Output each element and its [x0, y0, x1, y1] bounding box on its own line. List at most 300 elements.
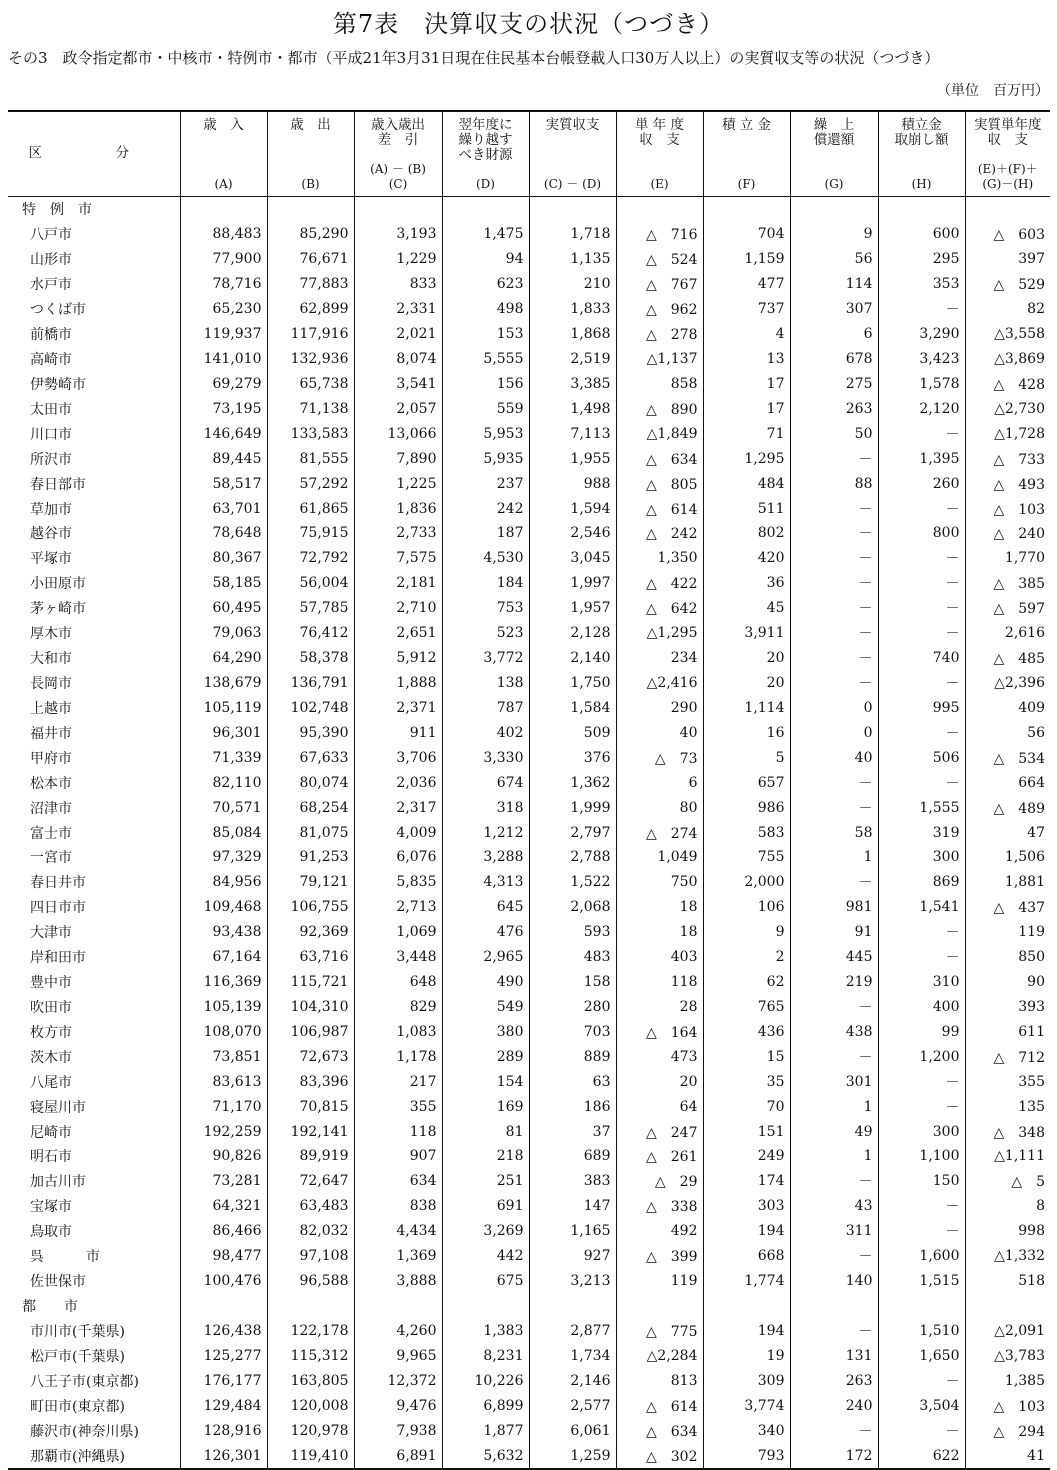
- cell-col-2: 106,987: [267, 1019, 354, 1044]
- cell-col-10: △ 534: [965, 745, 1050, 770]
- cell-col-8: [790, 197, 878, 222]
- cell-col-10: 2,616: [965, 621, 1050, 646]
- cell-col-2: 57,292: [267, 471, 354, 496]
- cell-col-7: 755: [703, 845, 790, 870]
- city-name: 富士市: [30, 825, 72, 842]
- cell-col-10: △3,558: [965, 322, 1050, 347]
- cell-col-7: 249: [703, 1144, 790, 1169]
- cell-col-5: 7,113: [529, 421, 616, 446]
- cell-col-9: 1,515: [878, 1269, 965, 1294]
- cell-col-6: 403: [616, 945, 703, 970]
- cell-col-6: 18: [616, 920, 703, 945]
- city-name: 明石市: [30, 1149, 72, 1166]
- city-name: 一宮市: [30, 850, 72, 867]
- cell-col-1: 84,956: [180, 870, 267, 895]
- table-row: [8, 1194, 1050, 1219]
- section-label: 特 例 市: [22, 202, 92, 219]
- cell-col-8: 307: [790, 297, 878, 322]
- cell-col-3: 3,541: [354, 371, 442, 396]
- table-row: [8, 1169, 1050, 1194]
- cell-col-8: －: [790, 1044, 878, 1069]
- cell-col-1: 58,517: [180, 471, 267, 496]
- cell-col-8: 0: [790, 720, 878, 745]
- cell-col-1: 192,259: [180, 1119, 267, 1144]
- cell-col-7: 15: [703, 1044, 790, 1069]
- cell-col-8: 311: [790, 1219, 878, 1244]
- cell-col-6: △ 261: [616, 1144, 703, 1169]
- cell-col-3: 648: [354, 970, 442, 995]
- cell-col-4: 402: [442, 720, 529, 745]
- cell-col-10: 518: [965, 1269, 1050, 1294]
- city-name: 町田市(東京都): [30, 1398, 125, 1415]
- cell-col-4: 691: [442, 1194, 529, 1219]
- cell-col-9: 150: [878, 1169, 965, 1194]
- cell-col-5: 1,955: [529, 446, 616, 471]
- cell-col-4: 187: [442, 521, 529, 546]
- cell-col-5: 383: [529, 1169, 616, 1194]
- cell-col-2: 82,032: [267, 1219, 354, 1244]
- cell-col-4: 476: [442, 920, 529, 945]
- cell-col-10: △ 103: [965, 1393, 1050, 1418]
- cell-col-9: 800: [878, 521, 965, 546]
- cell-col-5: 2,140: [529, 646, 616, 671]
- cell-col-5: 927: [529, 1244, 616, 1269]
- cell-col-7: 17: [703, 396, 790, 421]
- header-code: (F): [737, 177, 756, 191]
- cell-col-2: 115,721: [267, 970, 354, 995]
- cell-col-7: 309: [703, 1368, 790, 1393]
- header-label: 歳 出: [290, 117, 331, 133]
- cell-col-2: 79,121: [267, 870, 354, 895]
- cell-col-9: －: [878, 1094, 965, 1119]
- table-row: [8, 1044, 1050, 1069]
- cell-col-9: －: [878, 571, 965, 596]
- cell-col-7: 71: [703, 421, 790, 446]
- cell-col-8: －: [790, 546, 878, 571]
- header-code: (B): [301, 177, 320, 191]
- cell-col-5: 483: [529, 945, 616, 970]
- cell-col-1: 67,164: [180, 945, 267, 970]
- cell-col-6: 80: [616, 795, 703, 820]
- cell-col-4: 549: [442, 995, 529, 1020]
- cell-col-2: 136,791: [267, 671, 354, 696]
- cell-col-2: 117,916: [267, 322, 354, 347]
- header-code: (D): [476, 177, 495, 191]
- cell-col-7: 477: [703, 272, 790, 297]
- cell-col-6: △ 634: [616, 1418, 703, 1443]
- cell-col-8: －: [790, 496, 878, 521]
- cell-col-5: 1,718: [529, 222, 616, 247]
- city-name: 八戸市: [30, 227, 72, 244]
- cell-col-8: －: [790, 795, 878, 820]
- cell-col-2: 67,633: [267, 745, 354, 770]
- city-name: 越谷市: [30, 526, 72, 543]
- cell-col-5: 2,797: [529, 820, 616, 845]
- cell-col-10: △ 428: [965, 371, 1050, 396]
- cell-col-9: －: [878, 546, 965, 571]
- cell-col-5: 2,519: [529, 347, 616, 372]
- city-name: 八尾市: [30, 1074, 72, 1091]
- cell-col-2: 72,673: [267, 1044, 354, 1069]
- cell-col-4: 5,632: [442, 1443, 529, 1469]
- cell-col-4: 380: [442, 1019, 529, 1044]
- cell-col-9: [878, 197, 965, 222]
- cell-col-5: 3,385: [529, 371, 616, 396]
- cell-col-2: 57,785: [267, 596, 354, 621]
- cell-col-3: 634: [354, 1169, 442, 1194]
- table-row: [8, 1393, 1050, 1418]
- table-row: [8, 1244, 1050, 1269]
- cell-col-6: △ 399: [616, 1244, 703, 1269]
- cell-col-9: 3,290: [878, 322, 965, 347]
- cell-col-10: 1,506: [965, 845, 1050, 870]
- cell-col-4: 1,212: [442, 820, 529, 845]
- cell-col-2: 76,412: [267, 621, 354, 646]
- cell-col-6: △ 302: [616, 1443, 703, 1469]
- cell-col-1: 109,468: [180, 895, 267, 920]
- cell-col-3: 9,476: [354, 1393, 442, 1418]
- city-name: 山形市: [30, 252, 72, 269]
- cell-col-2: 81,555: [267, 446, 354, 471]
- cell-col-10: △1,111: [965, 1144, 1050, 1169]
- cell-col-6: △ 775: [616, 1318, 703, 1343]
- cell-col-1: 80,367: [180, 546, 267, 571]
- cell-col-8: 88: [790, 471, 878, 496]
- cell-col-5: 1,135: [529, 247, 616, 272]
- table-row: [8, 970, 1050, 995]
- header-col-6: [616, 111, 703, 197]
- cell-col-1: 86,466: [180, 1219, 267, 1244]
- cell-col-7: 793: [703, 1443, 790, 1469]
- cell-col-7: 20: [703, 671, 790, 696]
- cell-col-1: 96,301: [180, 720, 267, 745]
- cell-col-5: 2,788: [529, 845, 616, 870]
- cell-col-7: 62: [703, 970, 790, 995]
- cell-col-3: 2,181: [354, 571, 442, 596]
- cell-col-2: 62,899: [267, 297, 354, 322]
- cell-col-8: 6: [790, 322, 878, 347]
- cell-col-10: 397: [965, 247, 1050, 272]
- cell-col-4: 138: [442, 671, 529, 696]
- cell-col-3: 7,938: [354, 1418, 442, 1443]
- header-label: 実質収支: [545, 117, 600, 133]
- cell-col-7: 436: [703, 1019, 790, 1044]
- cell-col-5: 3,045: [529, 546, 616, 571]
- cell-col-7: 657: [703, 770, 790, 795]
- cell-col-1: 73,281: [180, 1169, 267, 1194]
- cell-col-6: [616, 197, 703, 222]
- table-title: 第7表 決算収支の状況（つづき）: [332, 10, 725, 38]
- table-row: [8, 222, 1050, 247]
- cell-col-9: －: [878, 621, 965, 646]
- cell-col-6: △2,416: [616, 671, 703, 696]
- cell-col-5: 210: [529, 272, 616, 297]
- cell-col-6: △ 716: [616, 222, 703, 247]
- cell-col-7: 303: [703, 1194, 790, 1219]
- cell-col-8: －: [790, 1418, 878, 1443]
- cell-col-4: 237: [442, 471, 529, 496]
- header-label: 実質単年度 収 支: [974, 117, 1042, 148]
- cell-col-8: 49: [790, 1119, 878, 1144]
- city-name: 那覇市(沖縄県): [8, 1443, 180, 1469]
- cell-col-8: －: [790, 1169, 878, 1194]
- cell-col-2: 96,588: [267, 1269, 354, 1294]
- cell-col-2: 85,290: [267, 222, 354, 247]
- table-row: [8, 322, 1050, 347]
- cell-col-1: [180, 197, 267, 222]
- cell-col-10: △ 485: [965, 646, 1050, 671]
- cell-col-3: 4,260: [354, 1318, 442, 1343]
- cell-col-5: 2,546: [529, 521, 616, 546]
- cell-col-8: 9: [790, 222, 878, 247]
- cell-col-10: △ 712: [965, 1044, 1050, 1069]
- cell-col-1: 93,438: [180, 920, 267, 945]
- cell-col-2: 80,074: [267, 770, 354, 795]
- cell-col-5: 1,165: [529, 1219, 616, 1244]
- cell-col-9: 295: [878, 247, 965, 272]
- city-name: 豊中市: [30, 975, 72, 992]
- cell-col-9: 300: [878, 1119, 965, 1144]
- cell-col-9: 319: [878, 820, 965, 845]
- cell-col-1: 70,571: [180, 795, 267, 820]
- header-col-4: [442, 111, 529, 197]
- city-name: 岸和田市: [30, 950, 86, 967]
- cell-col-10: △3,869: [965, 347, 1050, 372]
- cell-col-1: 65,230: [180, 297, 267, 322]
- cell-col-4: 289: [442, 1044, 529, 1069]
- cell-col-10: △ 493: [965, 471, 1050, 496]
- cell-col-4: 5,953: [442, 421, 529, 446]
- cell-col-10: △ 103: [965, 496, 1050, 521]
- table-row: [8, 297, 1050, 322]
- cell-col-5: 147: [529, 1194, 616, 1219]
- table-row: [8, 421, 1050, 446]
- cell-col-9: 3,423: [878, 347, 965, 372]
- cell-col-5: 280: [529, 995, 616, 1020]
- table-row: [8, 1418, 1050, 1443]
- table-row: [8, 596, 1050, 621]
- cell-col-1: 119,937: [180, 322, 267, 347]
- header-col-9: [878, 111, 965, 197]
- cell-col-7: 3,774: [703, 1393, 790, 1418]
- cell-col-9: 300: [878, 845, 965, 870]
- city-name: 沼津市: [30, 800, 72, 817]
- cell-col-1: 63,701: [180, 496, 267, 521]
- table-row: [8, 1343, 1050, 1368]
- city-name: 高崎市: [30, 351, 72, 368]
- cell-col-1: 89,445: [180, 446, 267, 471]
- cell-col-4: 318: [442, 795, 529, 820]
- cell-col-2: 120,978: [267, 1418, 354, 1443]
- cell-col-6: 1,049: [616, 845, 703, 870]
- cell-col-2: 115,312: [267, 1343, 354, 1368]
- city-name: 平塚市: [30, 551, 72, 568]
- cell-col-5: 509: [529, 720, 616, 745]
- header-label: 翌年度に 繰り越す べき財源: [458, 117, 513, 163]
- cell-col-4: [442, 1294, 529, 1319]
- cell-col-4: 1,475: [442, 222, 529, 247]
- city-name: 藤沢市(神奈川県): [30, 1423, 139, 1440]
- cell-col-6: [616, 1294, 703, 1319]
- cell-col-1: 60,495: [180, 596, 267, 621]
- cell-col-6: 858: [616, 371, 703, 396]
- city-name: 枚方市: [30, 1024, 72, 1041]
- cell-col-3: 1,369: [354, 1244, 442, 1269]
- cell-col-9: －: [878, 297, 965, 322]
- cell-col-6: △ 614: [616, 1393, 703, 1418]
- city-name: 宝塚市: [30, 1199, 72, 1216]
- cell-col-6: 492: [616, 1219, 703, 1244]
- cell-col-3: 217: [354, 1069, 442, 1094]
- cell-col-6: △1,849: [616, 421, 703, 446]
- cell-col-5: [529, 197, 616, 222]
- header-label: 歳入歳出 差 引: [371, 117, 425, 148]
- cell-col-1: 126,301: [180, 1443, 267, 1469]
- cell-col-9: 1,578: [878, 371, 965, 396]
- cell-col-4: 787: [442, 695, 529, 720]
- cell-col-3: [354, 197, 442, 222]
- table-row: [8, 820, 1050, 845]
- cell-col-4: [442, 197, 529, 222]
- cell-col-9: 2,120: [878, 396, 965, 421]
- city-name: 草加市: [30, 501, 72, 518]
- cell-col-10: 82: [965, 297, 1050, 322]
- cell-col-2: 70,815: [267, 1094, 354, 1119]
- cell-col-5: 1,999: [529, 795, 616, 820]
- cell-col-6: △ 767: [616, 272, 703, 297]
- cell-col-6: 28: [616, 995, 703, 1020]
- cell-col-3: 5,835: [354, 870, 442, 895]
- cell-col-5: 2,577: [529, 1393, 616, 1418]
- cell-col-1: 85,084: [180, 820, 267, 845]
- cell-col-4: 675: [442, 1269, 529, 1294]
- cell-col-7: 19: [703, 1343, 790, 1368]
- table-row: [8, 371, 1050, 396]
- cell-col-9: 1,100: [878, 1144, 965, 1169]
- table-row: [8, 521, 1050, 546]
- cell-col-6: △ 274: [616, 820, 703, 845]
- cell-col-8: 263: [790, 396, 878, 421]
- header-code: (E)＋(F)＋ (G)－(H): [977, 162, 1038, 191]
- cell-col-8: 114: [790, 272, 878, 297]
- cell-col-8: 1: [790, 1144, 878, 1169]
- cell-col-3: 2,713: [354, 895, 442, 920]
- city-name: 松本市: [30, 775, 72, 792]
- cell-col-4: 5,555: [442, 347, 529, 372]
- cell-col-10: [965, 1294, 1050, 1319]
- cell-col-6: △ 338: [616, 1194, 703, 1219]
- cell-col-3: 2,710: [354, 596, 442, 621]
- cell-col-3: 12,372: [354, 1368, 442, 1393]
- cell-col-2: 104,310: [267, 995, 354, 1020]
- city-name: 長岡市: [30, 675, 72, 692]
- cell-col-1: 108,070: [180, 1019, 267, 1044]
- cell-col-6: 40: [616, 720, 703, 745]
- city-name: 春日部市: [30, 476, 86, 493]
- cell-col-6: △2,284: [616, 1343, 703, 1368]
- cell-col-6: △ 242: [616, 521, 703, 546]
- cell-col-7: 340: [703, 1418, 790, 1443]
- cell-col-5: 376: [529, 745, 616, 770]
- cell-col-1: 79,063: [180, 621, 267, 646]
- cell-col-9: －: [878, 920, 965, 945]
- cell-col-8: －: [790, 870, 878, 895]
- city-name: 川口市: [30, 426, 72, 443]
- cell-col-10: 41: [965, 1443, 1050, 1469]
- cell-col-5: 2,128: [529, 621, 616, 646]
- header-col-8: [790, 111, 878, 197]
- cell-col-2: 81,075: [267, 820, 354, 845]
- cell-col-2: 65,738: [267, 371, 354, 396]
- cell-col-7: 765: [703, 995, 790, 1020]
- header-col-7: [703, 111, 790, 197]
- cell-col-6: △ 890: [616, 396, 703, 421]
- cell-col-2: 89,919: [267, 1144, 354, 1169]
- cell-col-2: 106,755: [267, 895, 354, 920]
- cell-col-7: 704: [703, 222, 790, 247]
- cell-col-4: 2,965: [442, 945, 529, 970]
- cell-col-9: 1,510: [878, 1318, 965, 1343]
- cell-col-10: △ 529: [965, 272, 1050, 297]
- cell-col-2: 83,396: [267, 1069, 354, 1094]
- cell-col-7: 1,295: [703, 446, 790, 471]
- cell-col-7: 668: [703, 1244, 790, 1269]
- cell-col-7: 986: [703, 795, 790, 820]
- cell-col-3: 118: [354, 1119, 442, 1144]
- cell-col-1: 97,329: [180, 845, 267, 870]
- table-row: [8, 546, 1050, 571]
- cell-col-4: 3,772: [442, 646, 529, 671]
- cell-col-10: 1,881: [965, 870, 1050, 895]
- cell-col-3: 8,074: [354, 347, 442, 372]
- cell-col-4: 81: [442, 1119, 529, 1144]
- cell-col-2: 119,410: [267, 1443, 354, 1469]
- cell-col-3: 838: [354, 1194, 442, 1219]
- cell-col-10: △ 603: [965, 222, 1050, 247]
- header-label: 積 立 金: [721, 117, 772, 133]
- cell-col-4: 251: [442, 1169, 529, 1194]
- cell-col-9: －: [878, 1368, 965, 1393]
- cell-col-7: 16: [703, 720, 790, 745]
- table-row: [8, 920, 1050, 945]
- table-row: [8, 745, 1050, 770]
- cell-col-3: 1,888: [354, 671, 442, 696]
- cell-col-2: 68,254: [267, 795, 354, 820]
- city-name: 甲府市: [30, 750, 72, 767]
- cell-col-8: 263: [790, 1368, 878, 1393]
- cell-col-10: △ 240: [965, 521, 1050, 546]
- cell-col-1: 125,277: [180, 1343, 267, 1368]
- cell-col-9: －: [878, 1418, 965, 1443]
- header-label: 繰 上 償還額: [813, 117, 855, 148]
- section-label: 都 市: [22, 1299, 78, 1316]
- cell-col-10: △2,091: [965, 1318, 1050, 1343]
- cell-col-3: 1,836: [354, 496, 442, 521]
- cell-col-8: －: [790, 1318, 878, 1343]
- table-row: [8, 1443, 1050, 1469]
- cell-col-4: 6,899: [442, 1393, 529, 1418]
- cell-col-1: 98,477: [180, 1244, 267, 1269]
- cell-col-6: 18: [616, 895, 703, 920]
- cell-col-10: 664: [965, 770, 1050, 795]
- cell-col-1: 146,649: [180, 421, 267, 446]
- cell-col-7: 45: [703, 596, 790, 621]
- cell-col-3: 13,066: [354, 421, 442, 446]
- cell-col-10: [965, 197, 1050, 222]
- cell-col-4: 490: [442, 970, 529, 995]
- cell-col-7: 70: [703, 1094, 790, 1119]
- cell-col-8: －: [790, 1244, 878, 1269]
